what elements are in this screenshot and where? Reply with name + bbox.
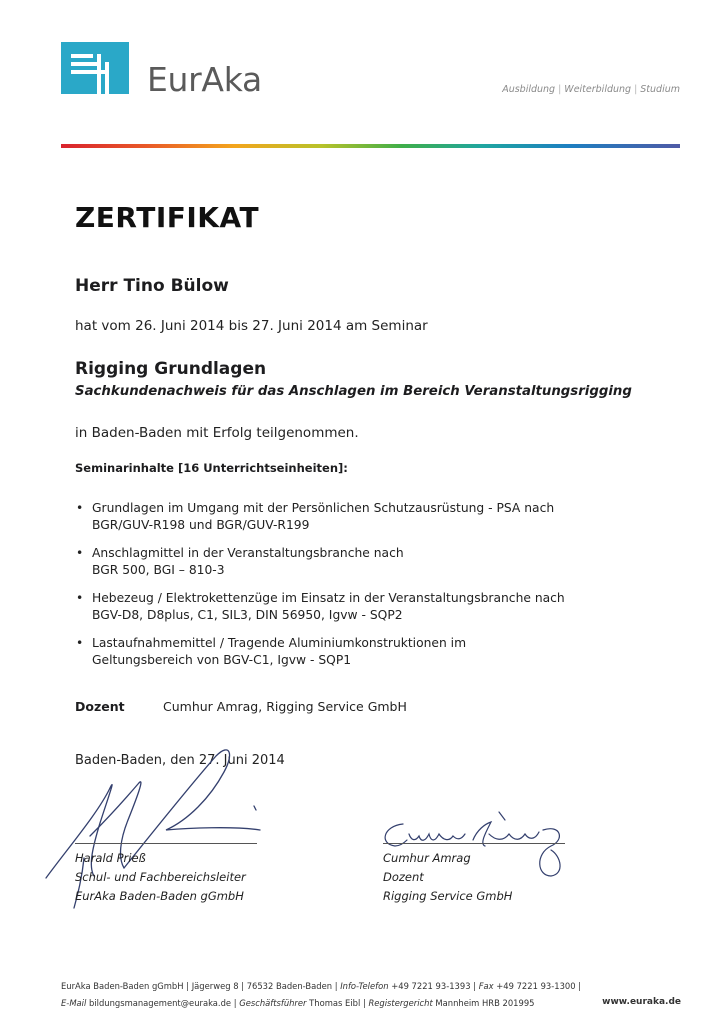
footer-register: Mannheim HRB 201995	[435, 998, 535, 1008]
footer-email: bildungsmanagement@euraka.de	[89, 998, 232, 1008]
attendance-text: hat vom 26. Juni 2014 bis 27. Juni 2014 am Seminar	[75, 318, 428, 334]
list-item-line: BGR 500, BGI – 810-3	[92, 563, 225, 577]
list-item-line: Geltungsbereich von BGV-C1, Igvw - SQP1	[92, 653, 352, 667]
footer-phone: +49 7221 93-1393	[391, 981, 471, 991]
list-item-line: Lastaufnahmemittel / Tragende Aluminiumkonstruktionen im	[92, 636, 467, 650]
footer-city: 76532 Baden-Baden	[246, 981, 333, 991]
signatory-left	[75, 849, 246, 906]
tagline-item: Studium	[640, 84, 680, 95]
completion-text: in Baden-Baden mit Erfolg teilgenommen.	[75, 425, 359, 441]
bullet-icon: •	[76, 636, 84, 650]
course-title: Rigging Grundlagen	[75, 359, 267, 379]
contents-list	[75, 500, 635, 680]
footer-ceo: Thomas Eibl	[309, 998, 361, 1008]
list-item	[75, 635, 635, 669]
signatory-name: Cumhur Amrag	[383, 851, 471, 865]
footer-street: Jägerweg 8	[191, 981, 239, 991]
footer-register-label: Registergericht	[368, 998, 433, 1008]
tagline-item: Weiterbildung	[564, 84, 632, 95]
footer-legal-line: E-Mail bildungsmanagement@euraka.de | Geschäftsführer Thomas Eibl | Registergericht Mannheim HRB 201995	[61, 998, 535, 1008]
signature-line	[383, 843, 565, 844]
list-item-line: Hebezeug / Elektrokettenzüge im Einsatz in der Veranstaltungsbranche nach	[92, 591, 565, 605]
footer-email-label: E-Mail	[61, 998, 87, 1008]
bullet-icon: •	[76, 591, 84, 605]
footer-fax-label: Fax	[478, 981, 494, 991]
list-item	[75, 545, 635, 579]
tagline-item: Ausbildung	[502, 84, 556, 95]
lecturer-label: Dozent	[75, 699, 125, 714]
signatory-right	[383, 849, 512, 906]
signatory-role: Schul- und Fachbereichsleiter	[75, 870, 246, 884]
signatory-org: EurAka Baden-Baden gGmbH	[75, 889, 244, 903]
certificate-title: ZERTIFIKAT	[75, 201, 260, 234]
brand-name: EurAka	[147, 60, 262, 99]
list-item-line: BGV-D8, D8plus, C1, SIL3, DIN 56950, Igvw - SQP2	[92, 608, 403, 622]
header-divider	[61, 144, 680, 148]
list-item	[75, 590, 635, 624]
footer-phone-label: Info-Telefon	[340, 981, 389, 991]
bullet-icon: •	[76, 546, 84, 560]
signature-line	[75, 843, 257, 844]
footer-ceo-label: Geschäftsführer	[239, 998, 307, 1008]
signatory-role: Dozent	[383, 870, 424, 884]
tagline: Ausbildung | Weiterbildung | Studium	[502, 84, 680, 95]
course-subtitle: Sachkundenachweis für das Anschlagen im Bereich Veranstaltungsrigging	[75, 384, 632, 399]
contents-heading: Seminarinhalte [16 Unterrichtseinheiten]:	[75, 461, 348, 475]
list-item-line: Anschlagmittel in der Veranstaltungsbranche nach	[92, 546, 404, 560]
place-date: Baden-Baden, den 27. Juni 2014	[75, 753, 285, 768]
signatory-org: Rigging Service GmbH	[383, 889, 513, 903]
lecturer-value: Cumhur Amrag, Rigging Service GmbH	[163, 699, 407, 714]
footer-address-line: EurAka Baden-Baden gGmbH | Jägerweg 8 | 76532 Baden-Baden | Info-Telefon +49 7221 93-1393 | Fax +49 7221 93-1300 |	[61, 981, 582, 991]
footer-fax: +49 7221 93-1300	[496, 981, 576, 991]
list-item-line: BGR/GUV-R198 und BGR/GUV-R199	[92, 518, 310, 532]
list-item	[75, 500, 635, 534]
euraka-logo-icon	[61, 42, 129, 94]
list-item-line: Grundlagen im Umgang mit der Persönlichen Schutzausrüstung - PSA nach	[92, 501, 555, 515]
recipient-name: Herr Tino Bülow	[75, 276, 229, 296]
footer-company: EurAka Baden-Baden gGmbH	[61, 981, 184, 991]
bullet-icon: •	[76, 501, 84, 515]
signatory-name: Harald Prieß	[75, 851, 146, 865]
footer-website: www.euraka.de	[602, 997, 681, 1007]
